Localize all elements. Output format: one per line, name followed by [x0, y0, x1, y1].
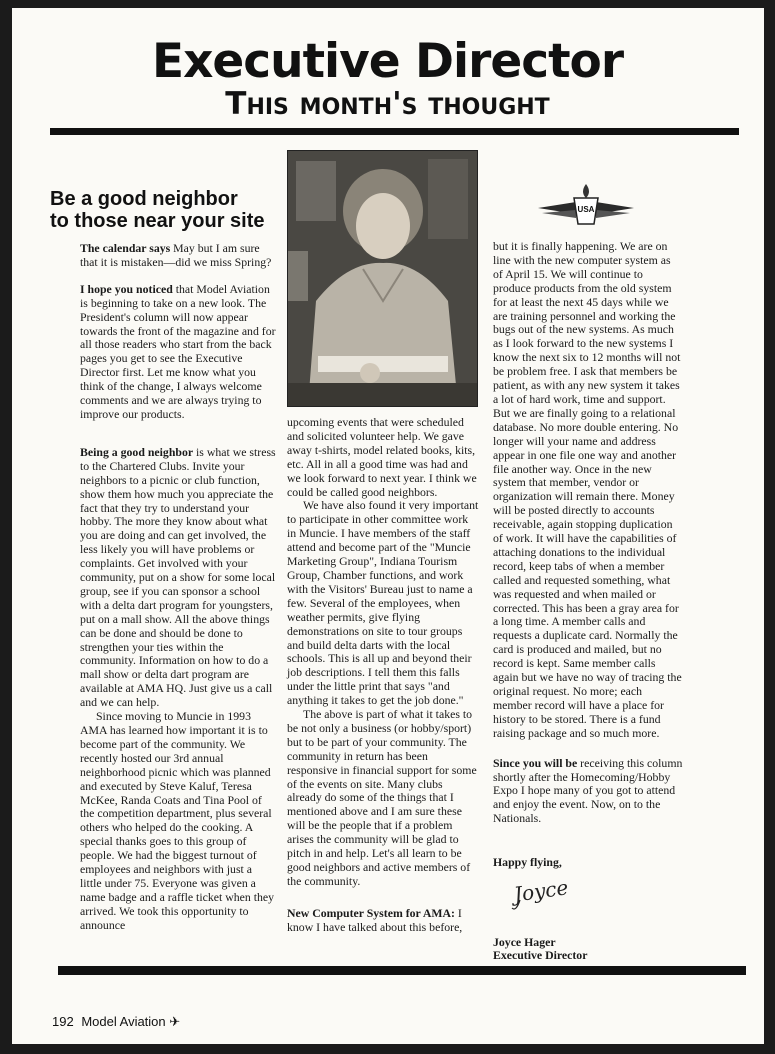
- logo-text: USA: [577, 205, 595, 214]
- signer-name: Joyce Hager: [493, 935, 556, 950]
- page-footer: [52, 1014, 180, 1030]
- col1-paragraph-1: [80, 242, 276, 270]
- col2-p4-text: I know I have talked about this before,: [287, 905, 463, 934]
- author-photo: [287, 150, 478, 407]
- signer-title: Executive Director: [493, 948, 588, 963]
- col1-paragraph-3: [80, 446, 276, 710]
- headline-line-2: to those near your site: [50, 210, 265, 232]
- col2-paragraph-3: The above is part of what it takes to be not only a business (or hobby/sport) but to be part of your community. The community in return has been responsive in financial support for some of the events on site. Many clubs already do some of the things that I mentioned above and I am sure these will be the people that if a problem arises the community will be glad to pitch in and help. Let's all learn to be good neighbors and active members of the community.: [287, 707, 477, 888]
- handwritten-signature: [510, 870, 580, 914]
- col1-p2-text: that Model Aviation is beginning to take on a new look. The President's column will now appear towards the front of the magazine and for all those readers who start from the back pages you get to see the Executive Director first. Let me know what you think of the change, I always welcome comments and we are always trying to improve our products.: [80, 281, 276, 421]
- col2-p4-lead: New Computer System for AMA:: [287, 905, 455, 920]
- footer-rule: [58, 966, 746, 975]
- publication-name: Model Aviation: [81, 1014, 166, 1029]
- col3-p2-text: receiving this column shortly after the Homecoming/Hobby Expo I hope many of you got to attend and enjoy the event. Now, on to the Nationals.: [493, 755, 683, 826]
- ama-wings-emblem: [536, 180, 636, 230]
- col1-p3-lead: Being a good neighbor: [80, 444, 194, 459]
- col1-p1-text: May but I am sure that it is mistaken—did we miss Spring?: [80, 241, 272, 269]
- col1-p3-text: is what we stress to the Chartered Clubs. Invite your neighbors to a picnic or club function, show them how much you appreciate the fact that they try to understand your hobby. The more they know about what you are doing and can get involved, the less likely you will have problems or complaints. Get involved with your community, put on a show for some local group, see if you can sponsor a school with a delta dart program for youngsters, put on a mall show. All the above things can be done and should be done to strengthen your ties within the community. Information on how to do a mall show or delta dart program are available at AMA HQ. Just give us a call and we can help.: [80, 444, 276, 710]
- signature-graphic: [510, 870, 580, 914]
- header-rule: [50, 128, 739, 135]
- signature-text: Joyce: [512, 875, 570, 907]
- col1-p1-lead: The calendar says: [80, 241, 171, 255]
- airplane-icon: ✈: [169, 1014, 181, 1029]
- col2-paragraph-1: upcoming events that were scheduled and solicited volunteer help. We gave away t-shirts, model related books, kits, etc. All in all a good time was had and we look forward to next year. I think we could be called good neighbors.: [287, 415, 477, 499]
- col2-paragraph-2: We have also found it very important to participate in other committee work in Muncie. I have members of the staff attend and become part of the "Muncie Marketing Group", Indiana Tourism Group, Chamber functions, and work with the Visitors' Bureau just to name a few. Several of the employees, when weather permits, give flying demonstrations on site to tour groups and build delta darts with the local schools. This is all up and beyond their job descriptions. I tell them this falls under the little print that says "and anything it takes to get the job done.": [287, 498, 479, 708]
- page-number: 192: [52, 1014, 74, 1029]
- col1-paragraph-4: Since moving to Muncie in 1993 AMA has learned how important it is to become part of the community. We recently hosted our 3rd annual neighborhood picnic which was planned and executed by Steve Kaluf, Teresa McKee, Randa Coats and Tina Pool of the competition department, plus several others who helped do the cooking. A special thanks goes to this group of people. We had the biggest turnout of employees and neighbors with just a little under 75. Everyone was given a name badge and a raffle ticket when they arrived. We took this opportunity to announce: [80, 709, 275, 932]
- article-headline: [50, 188, 290, 232]
- author-photo-illustration: [288, 151, 477, 406]
- col2-paragraph-4: [287, 907, 479, 935]
- col3-p2-lead: Since you will be: [493, 755, 578, 770]
- ama-logo: [536, 180, 636, 230]
- closing-line: [493, 856, 683, 870]
- col3-paragraph-1: but it is finally happening. We are on line with the new computer system as of April 15. We will continue to produce products from the old system for at least the next 45 days while we are training personnel and working the bugs out of the new systems. As much as I look forward to the new systems I know the next six to 12 months will not be problem free. I ask that members be patient, as with any new system it takes a lot of hard work, time and support. But we are finally going to a relational database. No more double entering. No longer will your name and address appear in one file one way and another file another way. Once in the new system that member, vendor or organization will remain there. Money will be posted directly to accounts receivable, again stopping duplication of work. It will have the capabilities of attaching donations to the individual record, keep tabs of when a member called and requested something, what was requested and when mailed or corrected. This has been a gray area for a long time. A member calls and requests a duplicate card. Normally the card is produced and mailed, but no record is kept. Same member calls again but we have no way of tracing the original request. No more; each member record will have a place for history to be stored. There is a fund raising package and so much more.: [493, 239, 682, 740]
- col1-paragraph-2: [80, 283, 276, 422]
- page-subtitle: This month's thought: [225, 86, 550, 122]
- headline-line-1: Be a good neighbor: [50, 188, 238, 210]
- col1-p2-lead: I hope you noticed: [80, 281, 173, 296]
- col3-paragraph-2: [493, 757, 683, 827]
- article-column-2: [287, 416, 479, 935]
- article-column-3: [493, 240, 683, 962]
- article-column-1: [80, 242, 276, 933]
- page-title: Executive Director: [151, 34, 624, 89]
- closing-text: Happy flying,: [493, 855, 562, 870]
- signer-block: [493, 936, 683, 962]
